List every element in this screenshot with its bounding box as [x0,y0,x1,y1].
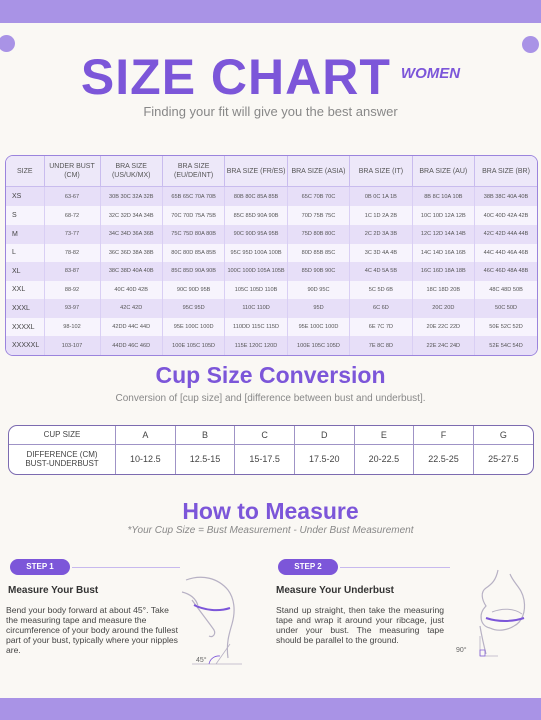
table-cell: 63-67 [44,187,100,207]
table-cell: 68-72 [44,206,100,225]
size-cell: M [6,225,44,244]
table-cell: 6E 7C 7D [350,318,412,337]
table-cell: 0B 0C 1A 1B [350,187,412,207]
table-cell: 7E 8C 8D [350,336,412,355]
table-cell: 70D 75B 75C [287,206,349,225]
table-cell: 12C 12D 14A 14B [412,225,474,244]
table-cell: 2C 2D 3A 3B [350,225,412,244]
cup-size-subheading: Conversion of [cup size] and [difference between bust and underbust]. [115,393,426,404]
table-cell: 38B 38C 40A 40B [475,187,537,207]
table-cell: 110C 110D [225,299,287,318]
table-cell: 40C 40D 42A 42B [475,206,537,225]
size-table [5,155,538,356]
stand-straight-illustration [452,566,538,666]
size-cell: XL [6,262,44,281]
table-cell: 98-102 [44,318,100,337]
table-cell: 85C 85D 90A 90B [225,206,287,225]
table-cell: 95C 95D [162,299,224,318]
size-table-header: BRA SIZE (AU) [412,156,474,187]
size-cell: XXXXL [6,318,44,337]
table-cell: 95E 100C 100D [287,318,349,337]
table-cell: 50E 52C 52D [475,318,537,337]
table-row [6,318,537,337]
table-cell: 88-92 [44,281,100,300]
table-cell: 10C 10D 12A 12B [412,206,474,225]
table-cell: 80B 80C 85A 85B [225,187,287,207]
table-cell: 85D 90B 90C [287,262,349,281]
table-cell: 30B 30C 32A 32B [100,187,162,207]
size-cell: XXL [6,281,44,300]
cup-letter-cell: B [175,426,235,444]
table-cell: 20E 22C 22D [412,318,474,337]
cup-letter-cell: F [414,426,474,444]
table-row [6,281,537,300]
table-cell: 8B 8C 10A 10B [412,187,474,207]
table-cell: 42C 42D [100,299,162,318]
cup-table [8,425,534,475]
table-cell: 42DD 44C 44D [100,318,162,337]
table-cell: 5C 5D 6B [350,281,412,300]
table-cell: 14C 14D 16A 16B [412,244,474,263]
size-cell: XXXXXL [6,336,44,355]
table-row [6,187,537,207]
table-cell: 3C 3D 4A 4B [350,244,412,263]
cup-letter-cell: A [116,426,176,444]
difference-row [9,444,533,474]
table-cell: 80C 80D 85A 85B [162,244,224,263]
page-subtitle: Finding your fit will give you the best answer [143,104,398,119]
difference-label [9,444,116,474]
table-cell: 20C 20D [412,299,474,318]
size-table-header: UNDER BUST (CM) [44,156,100,187]
table-cell: 110DD 115C 115D [225,318,287,337]
table-cell: 4C 4D 5A 5B [350,262,412,281]
table-cell: 103-107 [44,336,100,355]
table-cell: 105C 105D 110B [225,281,287,300]
step-2-angle: 90° [456,647,467,654]
table-cell: 100E 105C 105D [287,336,349,355]
table-cell: 65B 65C 70A 70B [162,187,224,207]
table-cell: 44DD 46C 46D [100,336,162,355]
table-cell: 75D 80B 80C [287,225,349,244]
table-cell: 44C 44D 46A 46B [475,244,537,263]
table-cell: 83-87 [44,262,100,281]
table-cell: 115E 120C 120D [225,336,287,355]
table-cell: 48C 48D 50B [475,281,537,300]
table-cell: 78-82 [44,244,100,263]
table-cell: 90C 90D 95A 95B [225,225,287,244]
size-cell: S [6,206,44,225]
step-1-text: Bend your body forward at about 45°. Take the measuring tape and measure the circumference of your body around the fullest part of your bust, typically where your nipples are. [6,605,178,655]
table-row [6,225,537,244]
table-cell: 75C 75D 80A 80B [162,225,224,244]
table-row [6,299,537,318]
table-cell: 40C 40D 42B [100,281,162,300]
difference-cell: 25-27.5 [488,454,519,465]
table-cell: 73-77 [44,225,100,244]
table-cell: 85C 85D 90A 90B [162,262,224,281]
size-table-header: BRA SIZE (FR/ES) [225,156,287,187]
cup-letter-cell: D [294,426,354,444]
table-cell: 100C 100D 105A 105B [225,262,287,281]
table-cell: 95C 95D 100A 100B [225,244,287,263]
difference-label-line1: DIFFERENCE (CM) [26,450,98,460]
step-1-title: Measure Your Bust [8,585,99,596]
cup-size-row [9,426,533,444]
size-cell: XS [6,187,44,207]
size-cell: L [6,244,44,263]
size-table-header: BRA SIZE (US/UK/MX) [100,156,162,187]
table-cell: 95D [287,299,349,318]
women-tag: WOMEN [400,65,461,82]
step-1-pill: STEP 1 [10,559,70,575]
difference-label-line2: BUST-UNDERBUST [25,459,99,469]
table-cell: 80D 85B 85C [287,244,349,263]
how-to-measure-heading: How to Measure [182,498,359,524]
table-cell: 38C 38D 40A 40B [100,262,162,281]
size-table-header: BRA SIZE (IT) [350,156,412,187]
table-cell: 22E 24C 24D [412,336,474,355]
table-cell: 95E 100C 100D [162,318,224,337]
title-row [0,50,541,104]
step-2-text: Stand up straight, then take the measuring tape and wrap it around your ribcage, just under your bust. The measuring tape should be parallel to the ground. [276,605,444,645]
size-table-header: BRA SIZE (ASIA) [287,156,349,187]
table-cell: 100E 105C 105D [162,336,224,355]
cup-letter-cell: G [473,426,533,444]
size-cell: XXXL [6,299,44,318]
table-cell: 65C 70B 70C [287,187,349,207]
page-title: SIZE CHART [80,49,391,105]
step-1-angle: 45° [196,657,207,664]
how-to-measure-subheading: *Your Cup Size = Bust Measurement - Under Bust Measurement [127,525,414,536]
step-1-divider [72,567,180,568]
table-cell: 50C 50D [475,299,537,318]
table-cell: 52E 54C 54D [475,336,537,355]
difference-cell: 12.5-15 [175,444,235,474]
cup-letter-cell: C [235,426,295,444]
table-cell: 70C 70D 75A 75B [162,206,224,225]
table-cell: 42C 42D 44A 44B [475,225,537,244]
step-2-divider [340,567,450,568]
cup-letter-cell: E [354,426,414,444]
difference-cell: 20-22.5 [354,444,414,474]
table-row [6,262,537,281]
difference-cell: 10-12.5 [116,444,176,474]
difference-cell: 15-17.5 [235,444,295,474]
step-2-pill: STEP 2 [278,559,338,575]
table-cell: 18C 18D 20B [412,281,474,300]
table-cell: 46C 46D 48A 48B [475,262,537,281]
cup-size-label: CUP SIZE [9,426,116,444]
step-2-title: Measure Your Underbust [276,585,394,596]
table-cell: 1C 1D 2A 2B [350,206,412,225]
table-cell: 34C 34D 36A 36B [100,225,162,244]
bend-forward-illustration [180,572,270,670]
size-table-header: BRA SIZE (EU/DE/INT) [162,156,224,187]
difference-cell: 17.5-20 [294,444,354,474]
table-row [6,244,537,263]
table-cell: 90D 95C [287,281,349,300]
table-cell: 32C 32D 34A 34B [100,206,162,225]
difference-cell: 22.5-25 [414,444,474,474]
cup-size-heading: Cup Size Conversion [155,362,386,388]
top-band [0,0,541,23]
size-table-header: BRA SIZE (BR) [475,156,537,187]
table-cell: 93-97 [44,299,100,318]
table-cell: 16C 16D 18A 18B [412,262,474,281]
size-table-header: SIZE [6,156,44,187]
table-cell: 36C 36D 38A 38B [100,244,162,263]
table-cell: 90C 90D 95B [162,281,224,300]
bottom-band [0,698,541,720]
table-cell: 6C 6D [350,299,412,318]
table-row [6,336,537,355]
table-row [6,206,537,225]
